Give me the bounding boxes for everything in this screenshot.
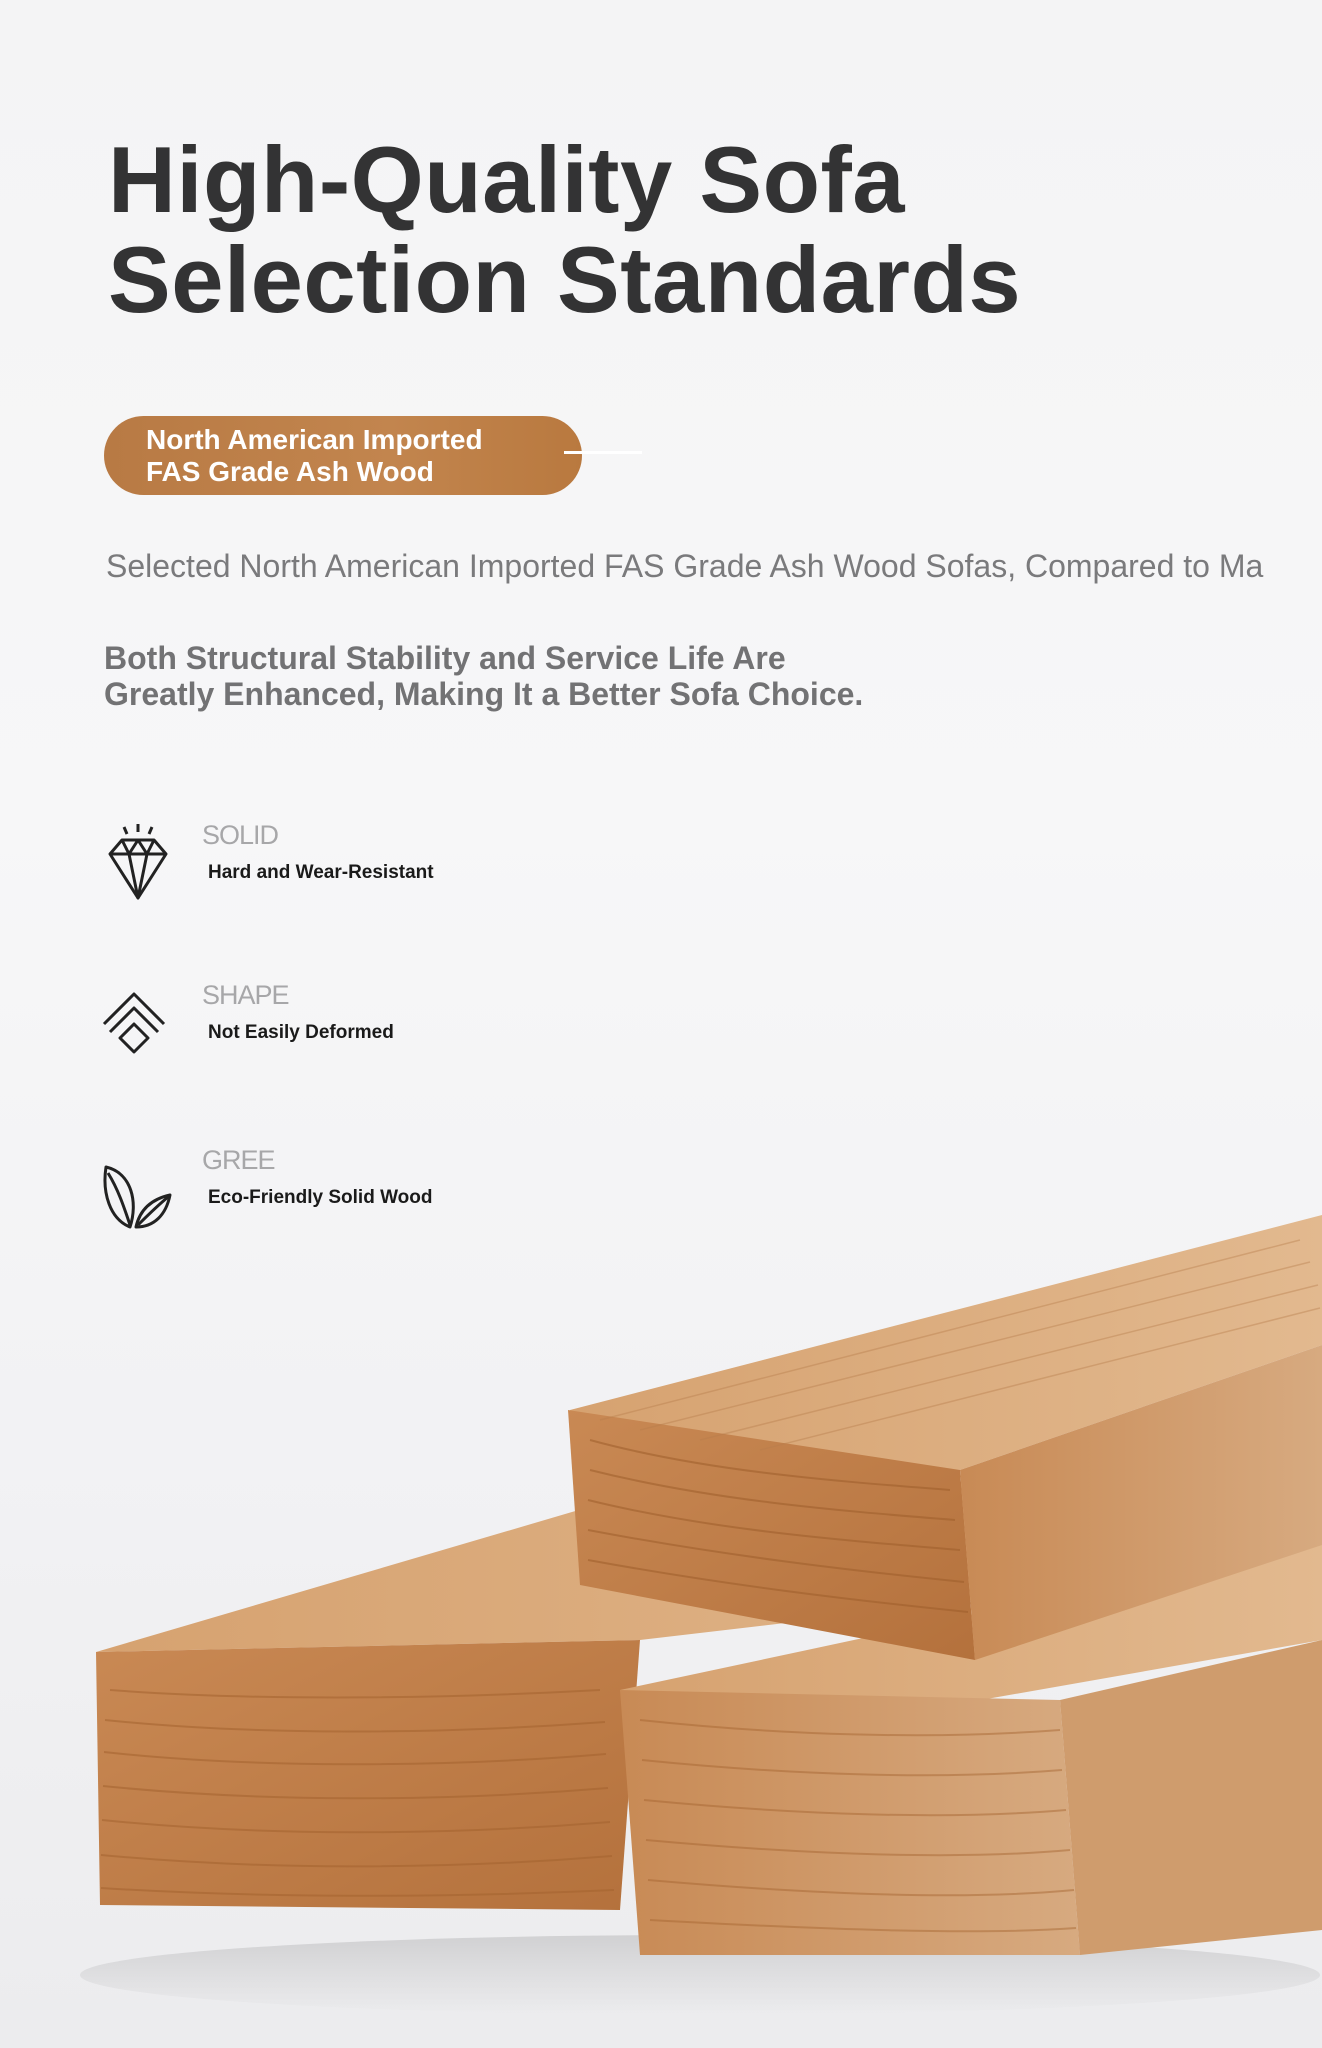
- feature-label: Hard and Wear-Resistant: [208, 862, 434, 883]
- feature-tag: SHAPE: [202, 980, 289, 1010]
- feature-tag: SOLID: [202, 820, 279, 850]
- feature-tag: GREE: [202, 1145, 275, 1175]
- badge-line-1: North American Imported: [146, 424, 483, 455]
- badge-line-2: FAS Grade Ash Wood: [146, 456, 434, 487]
- diamond-icon: [96, 820, 180, 904]
- description-text: Selected North American Imported FAS Grade Ash Wood Sofas, Compared to Ma: [106, 548, 1264, 584]
- layered-shape-icon: [96, 980, 180, 1064]
- subtitle-line-1: Both Structural Stability and Service Life Are: [104, 640, 786, 676]
- wood-grade-badge: [104, 416, 582, 495]
- feature-item-shape: [96, 980, 616, 1080]
- page-title: [108, 127, 1022, 332]
- title-line-2: Selection Standards: [108, 227, 1022, 332]
- subtitle-line-2: Greatly Enhanced, Making It a Better Sofa Choice.: [104, 676, 864, 712]
- title-line-1: High-Quality Sofa: [108, 127, 906, 232]
- wood-planks-image: [0, 1180, 1322, 2048]
- feature-label: Eco-Friendly Solid Wood: [208, 1187, 433, 1208]
- feature-label: Not Easily Deformed: [208, 1022, 394, 1043]
- badge-underline: [564, 451, 642, 454]
- feature-item-solid: [96, 820, 616, 920]
- benefit-subtitle: [104, 640, 863, 712]
